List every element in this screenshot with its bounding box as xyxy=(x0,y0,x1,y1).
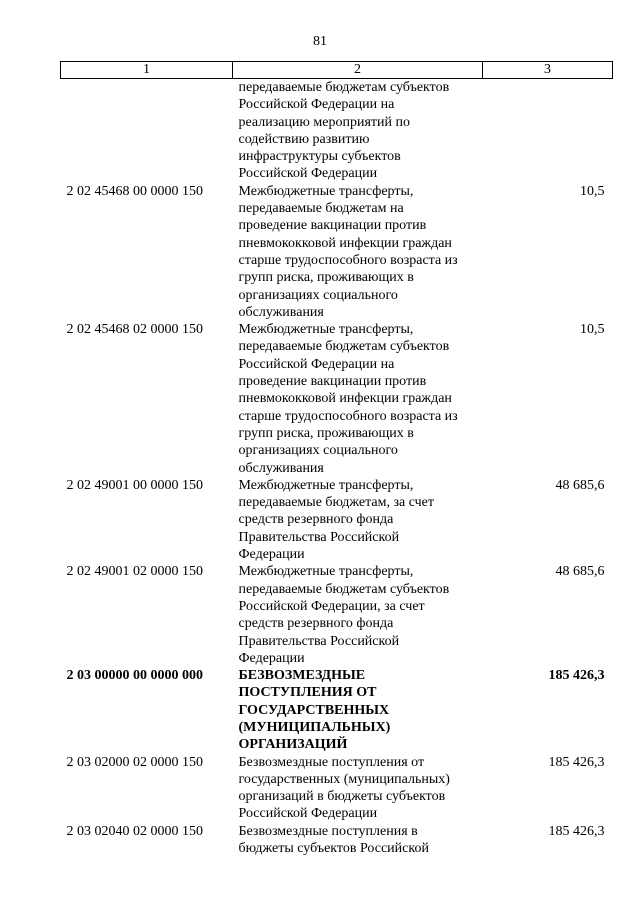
row-name-line: передаваемые бюджетам субъектов xyxy=(238,581,450,597)
table-header xyxy=(61,62,613,79)
row-name-line: Федерации xyxy=(238,547,305,563)
row-name-line: организациях социального xyxy=(238,287,398,303)
row-code: 2 02 49001 02 0000 150 xyxy=(66,564,203,580)
row-code: 2 03 02040 02 0000 150 xyxy=(66,823,203,839)
row-name-line: старше трудоспособного возраста из xyxy=(238,252,458,268)
row-name xyxy=(233,477,483,563)
row-code: 2 02 49001 00 0000 150 xyxy=(66,477,203,493)
row-amount: 185 426,3 xyxy=(548,823,605,839)
header-col-2: 2 xyxy=(233,62,483,79)
header-col-3: 3 xyxy=(483,62,613,79)
table-row xyxy=(61,183,613,321)
row-name-line: Федерации xyxy=(238,650,305,666)
table-row xyxy=(61,754,613,823)
row-name-line: БЕЗВОЗМЕЗДНЫЕ xyxy=(238,668,366,684)
row-name-line: Межбюджетные трансферты, xyxy=(238,477,414,493)
row-amount: 48 685,6 xyxy=(555,564,605,580)
row-name-line: (МУНИЦИПАЛЬНЫХ) xyxy=(238,719,391,735)
row-name xyxy=(233,754,483,823)
row-name-line: организациях социального xyxy=(238,443,398,459)
row-name-line: обслуживания xyxy=(238,460,324,476)
row-code: 2 03 02000 02 0000 150 xyxy=(66,754,203,770)
row-code: 2 02 45468 00 0000 150 xyxy=(66,183,203,199)
row-code: 2 03 00000 00 0000 000 xyxy=(66,668,203,684)
header-col-1: 1 xyxy=(61,62,233,79)
row-name-line: передаваемые бюджетам на xyxy=(238,201,404,217)
row-name-line: пневмококковой инфекции граждан xyxy=(238,235,452,251)
row-code xyxy=(61,79,233,183)
row-name-line: ПОСТУПЛЕНИЯ ОТ xyxy=(238,685,377,701)
row-name-line: передаваемые бюджетам субъектов xyxy=(238,339,450,355)
row-name-line: проведение вакцинации против xyxy=(238,374,427,390)
table-row xyxy=(61,477,613,563)
row-name-line: пневмококковой инфекции граждан xyxy=(238,391,452,407)
row-name xyxy=(233,823,483,858)
table-row xyxy=(61,667,613,753)
row-amount: 185 426,3 xyxy=(548,754,605,770)
budget-table xyxy=(60,61,613,857)
row-name-line: Правительства Российской xyxy=(238,529,400,545)
row-name-line: инфраструктуры субъектов xyxy=(238,149,401,165)
row-name-line: передаваемые бюджетам, за счет xyxy=(238,495,435,511)
row-name-line: Российской Федерации на xyxy=(238,356,395,372)
row-amount: 185 426,3 xyxy=(548,668,605,684)
row-name-line: групп риска, проживающих в xyxy=(238,270,414,286)
row-name-line: Правительства Российской xyxy=(238,633,400,649)
row-code: 2 02 45468 02 0000 150 xyxy=(66,322,203,338)
row-name-line: государственных (муниципальных) xyxy=(238,771,450,787)
row-name-line: средств резервного фонда xyxy=(238,512,394,528)
row-name-line: Межбюджетные трансферты, xyxy=(238,183,414,199)
row-name-line: старше трудоспособного возраста из xyxy=(238,408,458,424)
row-name-line: Межбюджетные трансферты, xyxy=(238,564,414,580)
table-body xyxy=(61,79,613,858)
row-name-line: проведение вакцинации против xyxy=(238,218,427,234)
row-name-line: Российской Федерации на xyxy=(238,97,395,113)
row-name-line: бюджеты субъектов Российской xyxy=(238,841,429,857)
row-name-line: средств резервного фонда xyxy=(238,616,394,632)
row-name-line: обслуживания xyxy=(238,304,324,320)
table-row xyxy=(61,321,613,477)
row-name-line: Межбюджетные трансферты, xyxy=(238,322,414,338)
header-row xyxy=(61,62,613,79)
row-name-line: Российской Федерации xyxy=(238,166,378,182)
row-name-line: ОРГАНИЗАЦИЙ xyxy=(238,737,348,753)
table-row xyxy=(61,563,613,667)
row-name xyxy=(233,563,483,667)
row-amount xyxy=(483,79,613,183)
row-name-line: Безвозмездные поступления в xyxy=(238,823,418,839)
table-row xyxy=(61,823,613,858)
row-amount: 48 685,6 xyxy=(555,477,605,493)
row-name-line: Российской Федерации xyxy=(238,806,378,822)
row-amount: 10,5 xyxy=(580,322,605,338)
row-amount: 10,5 xyxy=(580,183,605,199)
table-row xyxy=(61,79,613,183)
row-name xyxy=(233,79,483,183)
row-name-line: Безвозмездные поступления от xyxy=(238,754,425,770)
row-name-line: ГОСУДАРСТВЕННЫХ xyxy=(238,702,390,718)
row-name xyxy=(233,321,483,477)
row-name-line: Российской Федерации, за счет xyxy=(238,598,425,614)
row-name-line: содействию развитию xyxy=(238,131,370,147)
row-name xyxy=(233,667,483,753)
row-name-line: организаций в бюджеты субъектов xyxy=(238,789,446,805)
row-name-line: реализацию мероприятий по xyxy=(238,114,410,130)
row-name-line: передаваемые бюджетам субъектов xyxy=(238,80,450,95)
row-name xyxy=(233,183,483,321)
page-number: 81 xyxy=(313,34,327,49)
row-name-line: групп риска, проживающих в xyxy=(238,425,414,441)
